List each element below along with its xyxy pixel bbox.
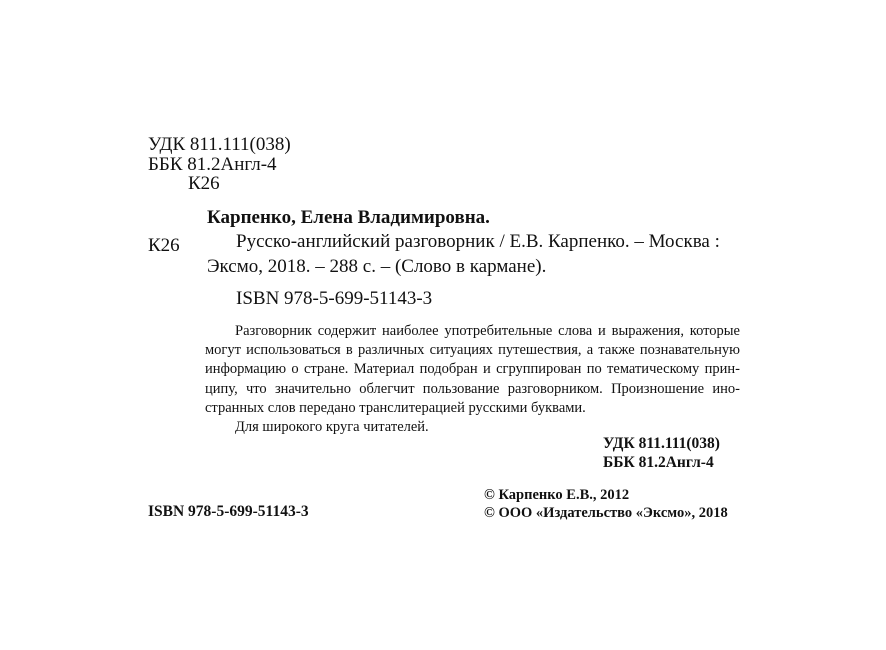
catalog-title-line2: Эксмо, 2018. – 288 с. – (Слово в кармане). [207, 256, 547, 277]
catalog-author: Карпенко, Елена Владимировна. [207, 207, 490, 228]
copyright-author: © Карпенко Е.В., 2012 [484, 487, 630, 503]
copyright-publisher: © ООО «Издательство «Эксмо», 2018 [484, 505, 728, 521]
footer-isbn: ISBN 978-5-699-51143-3 [148, 503, 309, 520]
catalog-title-line1: Русско-английский разговорник / Е.В. Карпенко. – Москва : [236, 231, 720, 252]
annotation-paragraph-1: Разговорник содержит наиболее употребительные слова и выражения, которые могут использоваться в различных ситуациях путешествия, а также познавательную информацию о стране. Материал подобран и сгруппирован по тематическому принципу, что значительно облегчит пользование разговорником. Произношение иностранных слов передано транслитерацией русскими буквами. [205, 323, 740, 416]
catalog-author-mark: К26 [148, 235, 180, 256]
classification-udk: УДК 811.111(038) [603, 435, 720, 452]
classification-bbk: ББК 81.2Англ-4 [603, 454, 714, 471]
catalog-isbn: ISBN 978-5-699-51143-3 [236, 288, 433, 309]
header-bbk: ББК 81.2Англ-4 [148, 154, 277, 175]
annotation [205, 322, 740, 437]
annotation-paragraph-2: Для широкого круга читателей. [235, 419, 429, 436]
header-author-mark: К26 [188, 173, 220, 194]
header-udk: УДК 811.111(038) [148, 134, 291, 155]
